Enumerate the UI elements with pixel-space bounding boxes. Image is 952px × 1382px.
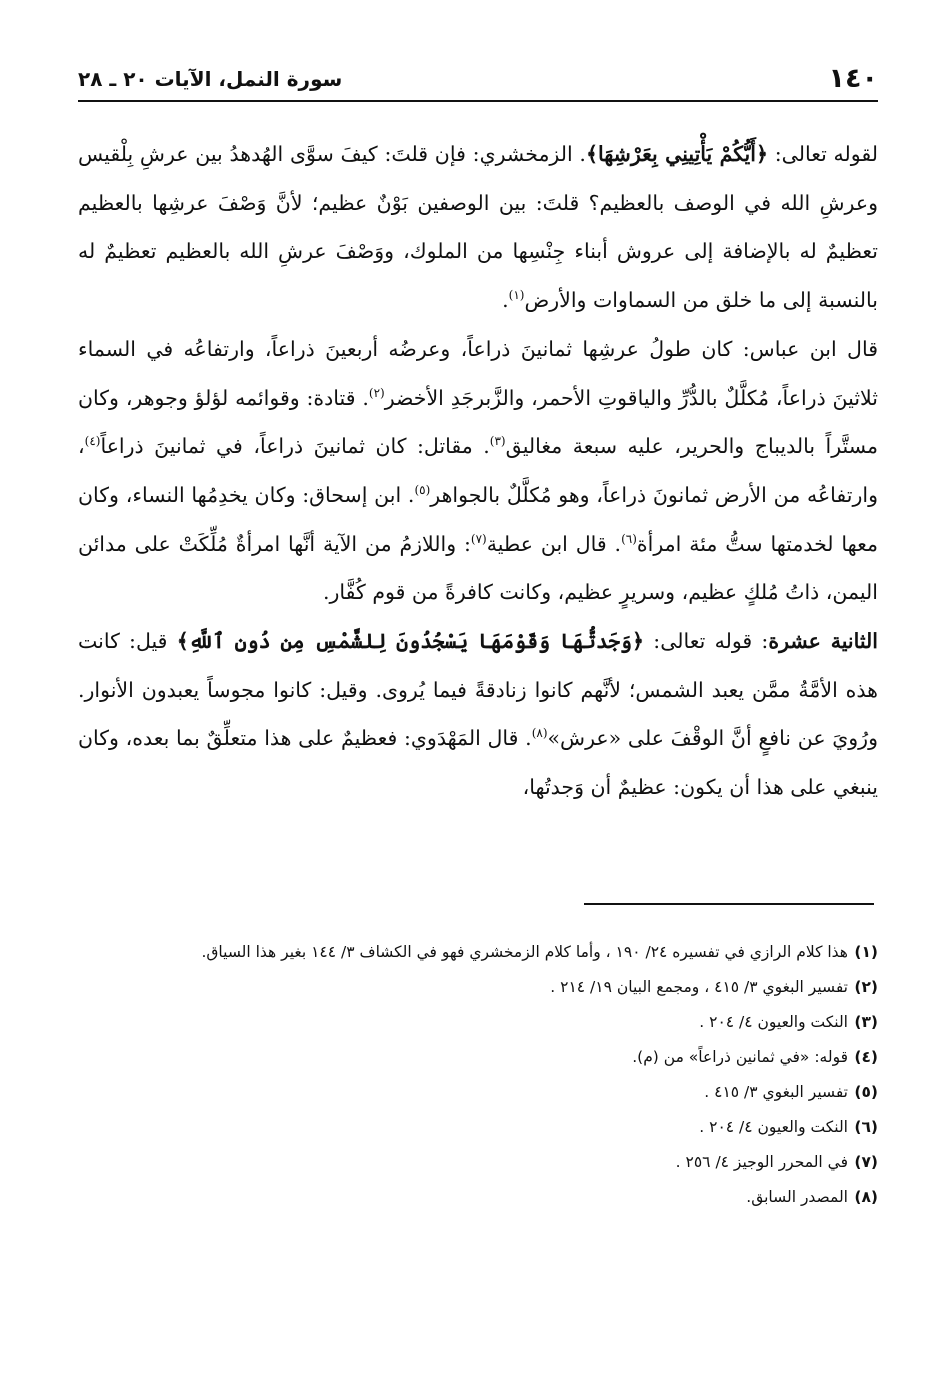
page-header <box>78 62 878 96</box>
text-run: . ابن إسحاق: وكان يخدِمُها النساء، وكان معها لخدمتها ستُّ مئة امرأة <box>78 482 878 556</box>
footnote-ref: (٥) <box>414 483 431 498</box>
text-run: : واللازمُ من الآية أنَّها امرأةٌ مُلِّكَتْ على مدائن اليمن، ذاتُ مُلكٍ عظيم، وسريرٍ عظيم، وكانت كافرةً من قوم كُفَّار. <box>78 531 878 605</box>
page-number: ١٤٠ <box>828 63 878 94</box>
footnote <box>78 1040 878 1075</box>
text-run: لقوله تعالى: <box>767 142 879 166</box>
footnote-number: (١) <box>854 943 878 961</box>
footnote-ref: (٦) <box>621 531 637 546</box>
footnote-number: (٤) <box>854 1048 878 1066</box>
section-lead: الثانية عشرة <box>768 629 878 654</box>
footnote <box>78 1075 878 1110</box>
footnote-ref: (٢) <box>368 385 385 400</box>
footnote <box>78 1110 878 1145</box>
footnote-text: المصدر السابق. <box>746 1188 848 1206</box>
footnote-number: (٨) <box>854 1188 878 1206</box>
footnote-text: النكت والعيون ٤/ ٢٠٤ . <box>699 1118 848 1136</box>
text-run: قال ابن عباس: كان طولُ عرشِها ثمانينَ ذراعاً، وعرضُه أربعينَ ذراعاً، وارتفاعُه في السماء ثلاثينَ ذراعاً، مُكلَّلٌ بالدُّرِّ والياقوتِ الأحمر، والزَّبرجَدِ الأخضر <box>78 336 878 410</box>
footnote-number: (٢) <box>854 978 878 996</box>
footnote-number: (٧) <box>854 1153 878 1171</box>
text-run: . قال ابن عطية <box>486 531 622 556</box>
text-run: . <box>502 288 509 313</box>
footnote-text: في المحرر الوجيز ٤/ ٢٥٦ . <box>675 1153 848 1171</box>
footnote <box>78 970 878 1005</box>
footnote-ref: (٧) <box>470 531 487 546</box>
footnote-text: النكت والعيون ٤/ ٢٠٤ . <box>699 1013 848 1031</box>
footnote-text: هذا كلام الرازي في تفسيره ٢٤/ ١٩٠ ، وأما كلام الزمخشري فهو في الكشاف ٣/ ١٤٤ بغير هذا السياق. <box>201 943 848 961</box>
text-run: . مقاتل: كان ثمانينَ ذراعاً، في ثمانينَ ذراعاً <box>100 434 490 459</box>
footnote-ref: (٣) <box>489 434 506 449</box>
footnote <box>78 935 878 970</box>
footnote-ref: (٤) <box>84 434 101 449</box>
header-rule <box>78 100 878 102</box>
footnote-number: (٣) <box>854 1013 878 1031</box>
footnote-text: تفسير البغوي ٣/ ٤١٥ ، ومجمع البيان ١٩/ ٢١٤ . <box>550 978 848 996</box>
footnote-ref: (١) <box>508 288 525 303</box>
footnote <box>78 1005 878 1040</box>
quran-verse: ﴿أَيُّكُمْ يَأْتِينِي بِعَرْشِهَا﴾ <box>585 142 768 166</box>
text-run: ، وارتفاعُه من الأرض ثمانونَ ذراعاً، وهو مُكلَّلٌ بالجواهر <box>78 434 878 507</box>
text-run: . قتادة: وقوائمه لؤلؤ وجوهر، وكان مستَّراً بالديباج والحرير، عليه سبعة مغاليق <box>78 385 878 459</box>
paragraph <box>78 325 878 617</box>
footnote-separator <box>584 903 874 905</box>
paragraph <box>78 617 878 812</box>
footnote-text: قوله: «في ثمانين ذراعاً» من (م). <box>632 1048 848 1066</box>
text-run: : قوله تعالى: <box>644 629 769 654</box>
footnote <box>78 1145 878 1180</box>
text-run: . قال المَهْدَوي: فعظيمٌ على هذا متعلِّقٌ بما بعده، وكان ينبغي على هذا أن يكون: عظيمٌ أن وَجدتُها، <box>78 726 878 800</box>
footnote-text: تفسير البغوي ٣/ ٤١٥ . <box>704 1083 848 1101</box>
footnote-ref: (٨) <box>531 726 548 741</box>
paragraph <box>78 130 878 325</box>
text-run: . الزمخشري: فإن قلتَ: كيفَ سوَّى الهُدهدُ بين عرشِ بِلْقيس وعرشِ الله في الوصف بالعظيم؟ قلتَ: بين الوصفين بَوْنٌ عظيم؛ لأنَّ وَصْفَ عرشِها بالعظيم تعظيمٌ له بالإضافة إلى عروش أبناء جِنْسِها من الملوك، ووَصْفَ عرشِ الله بالعظيم تعظيمٌ له بالنسبة إلى ما خلق من السماوات والأرض <box>78 142 878 313</box>
footnote-number: (٥) <box>854 1083 878 1101</box>
running-title: سورة النمل، الآيات ٢٠ ـ ٢٨ <box>78 67 343 91</box>
quran-verse: ﴿وَجَدتُّهَا وَقَوْمَهَا يَسْجُدُونَ لِلشَّمْسِ مِن دُونِ ٱللَّهِ﴾ <box>176 629 645 654</box>
main-text <box>78 130 878 812</box>
text-run: قيل: كانت هذه الأمَّةُ ممَّن يعبد الشمس؛ لأنَّهم كانوا زنادقةً فيما يُروى. وقيل: كانوا مجوساً يعبدون الأنوار. ورُويَ عن نافعٍ أنَّ الوقْفَ على «عرش» <box>78 629 878 751</box>
footnote <box>78 1180 878 1215</box>
footnotes <box>78 935 878 1215</box>
footnote-number: (٦) <box>854 1118 878 1136</box>
